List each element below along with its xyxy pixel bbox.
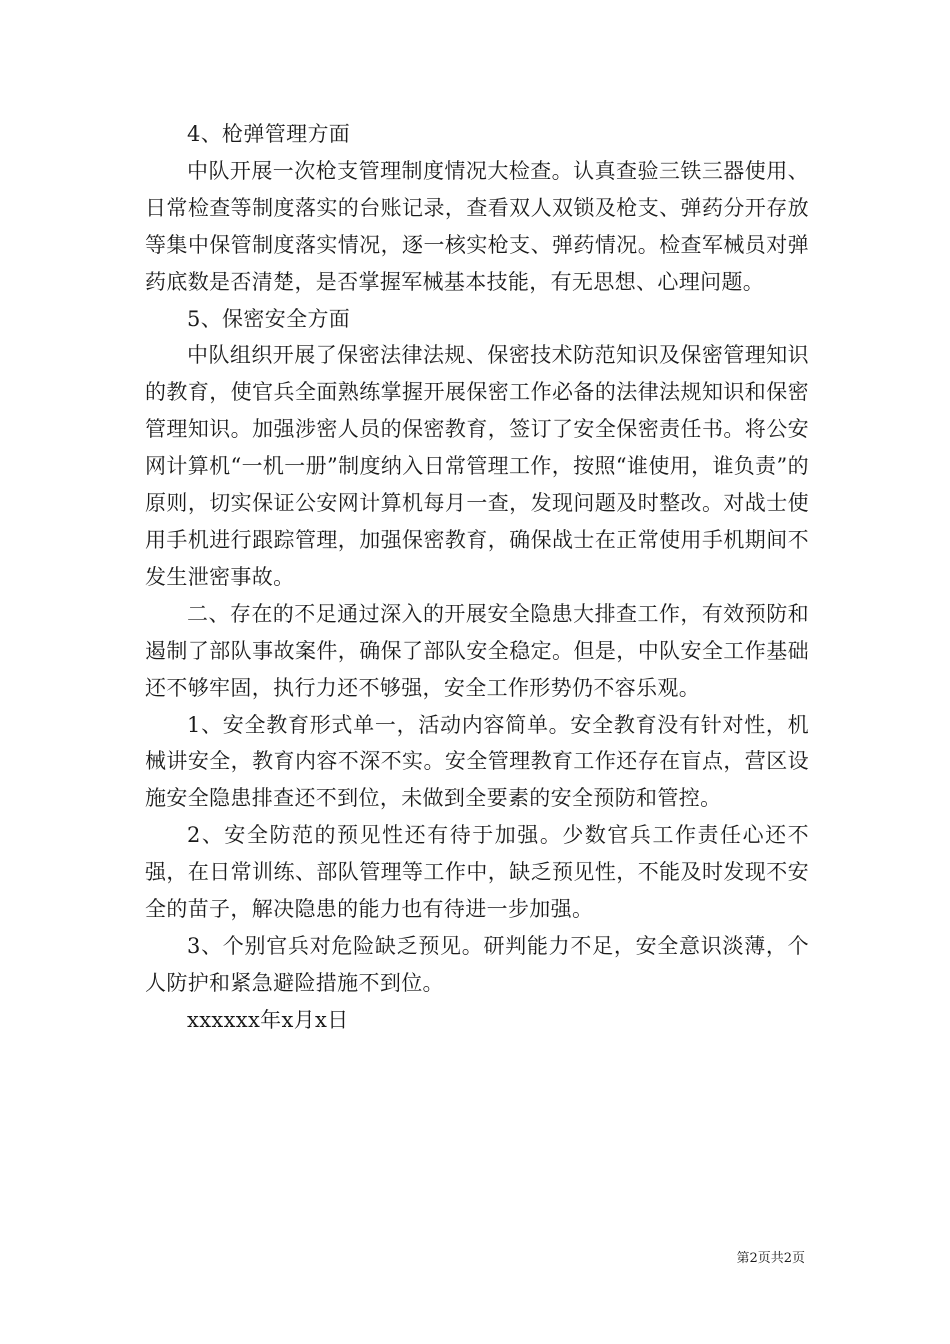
paragraph-shortcoming-2: 2、安全防范的预见性还有待于加强。少数官兵工作责任心还不强，在日常训练、部队管理等工作中，缺乏预见性，不能及时发现不安全的苗子，解决隐患的能力也有待进一步加强。 [145, 823, 809, 922]
page-number-footer: 第2页共2页 [736, 1251, 805, 1266]
paragraph-shortcoming-1: 1、安全教育形式单一，活动内容简单。安全教育没有针对性，机械讲安全，教育内容不深不实。安全管理教育工作还存在盲点，营区设施安全隐患排查还不到位，未做到全要素的安全预防和管控。 [145, 712, 809, 811]
heading-confidentiality-security: 5、保密安全方面 [187, 306, 351, 331]
paragraph-shortcomings: 二、存在的不足通过深入的开展安全隐患大排查工作，有效预防和遏制了部队事故案件，确保了部队安全稳定。但是，中队安全工作基础还不够牢固，执行力还不够强，安全工作形势仍不容乐观。 [145, 601, 809, 700]
date-line: xxxxxx年x月x日 [187, 1007, 349, 1032]
paragraph-confidentiality-education: 中队组织开展了保密法律法规、保密技术防范知识及保密管理知识的教育，使官兵全面熟练掌握开展保密工作必备的法律法规知识和保密管理知识。加强涉密人员的保密教育，签订了安全保密责任书。将公安网计算机“一机一册”制度纳入日常管理工作，按照“谁使用，谁负责”的原则，切实保证公安网计算机每月一查，发现问题及时整改。对战士使用手机进行跟踪管理，加强保密教育，确保战士在正常使用手机期间不发生泄密事故。 [145, 343, 809, 589]
paragraph-shortcoming-3: 3、个别官兵对危险缺乏预见。研判能力不足，安全意识淡薄，个人防护和紧急避险措施不到位。 [145, 933, 809, 995]
heading-ammunition-management: 4、枪弹管理方面 [187, 122, 351, 146]
document-body [145, 116, 809, 1039]
paragraph-ammunition-inspection: 中队开展一次枪支管理制度情况大检查。认真查验三铁三器使用、日常检查等制度落实的台账记录，查看双人双锁及枪支、弹药分开存放等集中保管制度落实情况，逐一核实枪支、弹药情况。检查军械员对弹药底数是否清楚，是否掌握军械基本技能，有无思想、心理问题。 [145, 158, 809, 294]
